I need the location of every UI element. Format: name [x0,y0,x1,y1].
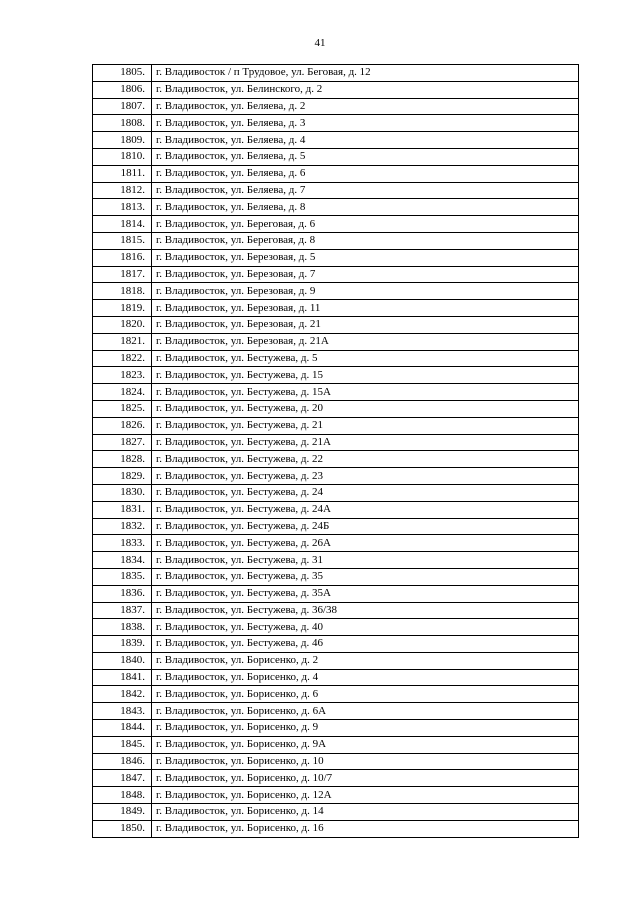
row-number: 1826. [93,417,152,434]
row-number: 1806. [93,81,152,98]
row-address: г. Владивосток, ул. Бестужева, д. 36/38 [152,602,579,619]
row-address: г. Владивосток, ул. Бестужева, д. 40 [152,619,579,636]
row-address: г. Владивосток, ул. Бестужева, д. 26А [152,535,579,552]
address-table-body [93,65,579,838]
table-row [93,451,579,468]
row-number: 1812. [93,182,152,199]
row-address: г. Владивосток, ул. Березовая, д. 5 [152,249,579,266]
row-address: г. Владивосток, ул. Бестужева, д. 20 [152,400,579,417]
row-address: г. Владивосток, ул. Беляева, д. 2 [152,98,579,115]
row-address: г. Владивосток, ул. Борисенко, д. 12А [152,787,579,804]
table-row [93,468,579,485]
row-address: г. Владивосток, ул. Борисенко, д. 9 [152,720,579,737]
row-number: 1809. [93,132,152,149]
row-address: г. Владивосток, ул. Борисенко, д. 10 [152,753,579,770]
table-row [93,165,579,182]
table-row [93,249,579,266]
row-number: 1824. [93,384,152,401]
table-row [93,652,579,669]
row-number: 1819. [93,300,152,317]
row-number: 1834. [93,552,152,569]
row-address: г. Владивосток, ул. Бестужева, д. 46 [152,636,579,653]
table-row [93,703,579,720]
table-row [93,501,579,518]
table-row [93,300,579,317]
table-row [93,199,579,216]
table-row [93,81,579,98]
row-number: 1838. [93,619,152,636]
row-address: г. Владивосток, ул. Беляева, д. 5 [152,148,579,165]
row-address: г. Владивосток, ул. Березовая, д. 11 [152,300,579,317]
row-number: 1823. [93,367,152,384]
row-number: 1811. [93,165,152,182]
row-number: 1844. [93,720,152,737]
table-row [93,148,579,165]
row-number: 1807. [93,98,152,115]
row-number: 1846. [93,753,152,770]
row-address: г. Владивосток, ул. Березовая, д. 21 [152,316,579,333]
row-address: г. Владивосток, ул. Бестужева, д. 24А [152,501,579,518]
row-number: 1836. [93,585,152,602]
row-number: 1822. [93,350,152,367]
table-row [93,232,579,249]
row-address: г. Владивосток, ул. Бестужева, д. 23 [152,468,579,485]
row-number: 1848. [93,787,152,804]
row-address: г. Владивосток, ул. Борисенко, д. 10/7 [152,770,579,787]
row-address: г. Владивосток, ул. Березовая, д. 9 [152,283,579,300]
row-number: 1828. [93,451,152,468]
row-address: г. Владивосток, ул. Березовая, д. 21А [152,333,579,350]
table-row [93,484,579,501]
page-number: 41 [314,37,326,49]
row-address: г. Владивосток, ул. Борисенко, д. 14 [152,804,579,821]
table-row [93,283,579,300]
row-address: г. Владивосток, ул. Беляева, д. 6 [152,165,579,182]
row-number: 1805. [93,65,152,82]
row-number: 1825. [93,400,152,417]
row-address: г. Владивосток, ул. Беляева, д. 4 [152,132,579,149]
table-row [93,400,579,417]
table-row [93,686,579,703]
table-row [93,434,579,451]
table-row [93,568,579,585]
table-row [93,216,579,233]
table-row [93,65,579,82]
row-number: 1833. [93,535,152,552]
row-number: 1835. [93,568,152,585]
row-number: 1817. [93,266,152,283]
table-row [93,804,579,821]
row-address: г. Владивосток, ул. Борисенко, д. 6 [152,686,579,703]
table-row [93,636,579,653]
row-address: г. Владивосток, ул. Борисенко, д. 16 [152,820,579,837]
row-address: г. Владивосток, ул. Бестужева, д. 5 [152,350,579,367]
row-address: г. Владивосток, ул. Беляева, д. 7 [152,182,579,199]
table-row [93,367,579,384]
row-address: г. Владивосток, ул. Березовая, д. 7 [152,266,579,283]
row-address: г. Владивосток, ул. Береговая, д. 6 [152,216,579,233]
table-row [93,787,579,804]
row-address: г. Владивосток, ул. Бестужева, д. 35А [152,585,579,602]
table-row [93,552,579,569]
row-number: 1839. [93,636,152,653]
row-address: г. Владивосток, ул. Борисенко, д. 9А [152,736,579,753]
table-row [93,669,579,686]
row-number: 1818. [93,283,152,300]
row-address: г. Владивосток, ул. Бестужева, д. 15А [152,384,579,401]
row-number: 1813. [93,199,152,216]
row-address: г. Владивосток, ул. Бестужева, д. 21 [152,417,579,434]
table-row [93,518,579,535]
table-row [93,350,579,367]
row-number: 1849. [93,804,152,821]
row-address: г. Владивосток, ул. Бестужева, д. 22 [152,451,579,468]
row-number: 1810. [93,148,152,165]
row-number: 1829. [93,468,152,485]
table-row [93,619,579,636]
row-address: г. Владивосток, ул. Береговая, д. 8 [152,232,579,249]
address-table [92,64,579,838]
table-row [93,417,579,434]
table-row [93,384,579,401]
row-address: г. Владивосток, ул. Бестужева, д. 15 [152,367,579,384]
row-address: г. Владивосток, ул. Бестужева, д. 21А [152,434,579,451]
row-address: г. Владивосток, ул. Бестужева, д. 24 [152,484,579,501]
row-number: 1850. [93,820,152,837]
row-number: 1837. [93,602,152,619]
table-row [93,602,579,619]
table-row [93,820,579,837]
table-row [93,182,579,199]
row-number: 1821. [93,333,152,350]
row-address: г. Владивосток, ул. Белинского, д. 2 [152,81,579,98]
row-address: г. Владивосток, ул. Борисенко, д. 6А [152,703,579,720]
row-number: 1816. [93,249,152,266]
row-number: 1814. [93,216,152,233]
table-row [93,753,579,770]
row-address: г. Владивосток, ул. Бестужева, д. 35 [152,568,579,585]
row-number: 1815. [93,232,152,249]
row-address: г. Владивосток, ул. Борисенко, д. 4 [152,669,579,686]
row-number: 1808. [93,115,152,132]
row-number: 1831. [93,501,152,518]
row-number: 1827. [93,434,152,451]
row-number: 1845. [93,736,152,753]
row-number: 1842. [93,686,152,703]
row-address: г. Владивосток, ул. Бестужева, д. 31 [152,552,579,569]
row-number: 1843. [93,703,152,720]
row-address: г. Владивосток / п Трудовое, ул. Беговая, д. 12 [152,65,579,82]
row-address: г. Владивосток, ул. Бестужева, д. 24Б [152,518,579,535]
table-row [93,333,579,350]
row-number: 1820. [93,316,152,333]
table-row [93,266,579,283]
table-row [93,720,579,737]
row-number: 1847. [93,770,152,787]
table-row [93,98,579,115]
table-row [93,316,579,333]
table-row [93,535,579,552]
row-address: г. Владивосток, ул. Беляева, д. 8 [152,199,579,216]
table-row [93,585,579,602]
row-number: 1832. [93,518,152,535]
table-row [93,115,579,132]
row-number: 1830. [93,484,152,501]
row-address: г. Владивосток, ул. Беляева, д. 3 [152,115,579,132]
row-address: г. Владивосток, ул. Борисенко, д. 2 [152,652,579,669]
row-number: 1841. [93,669,152,686]
table-row [93,770,579,787]
row-number: 1840. [93,652,152,669]
table-row [93,132,579,149]
table-row [93,736,579,753]
